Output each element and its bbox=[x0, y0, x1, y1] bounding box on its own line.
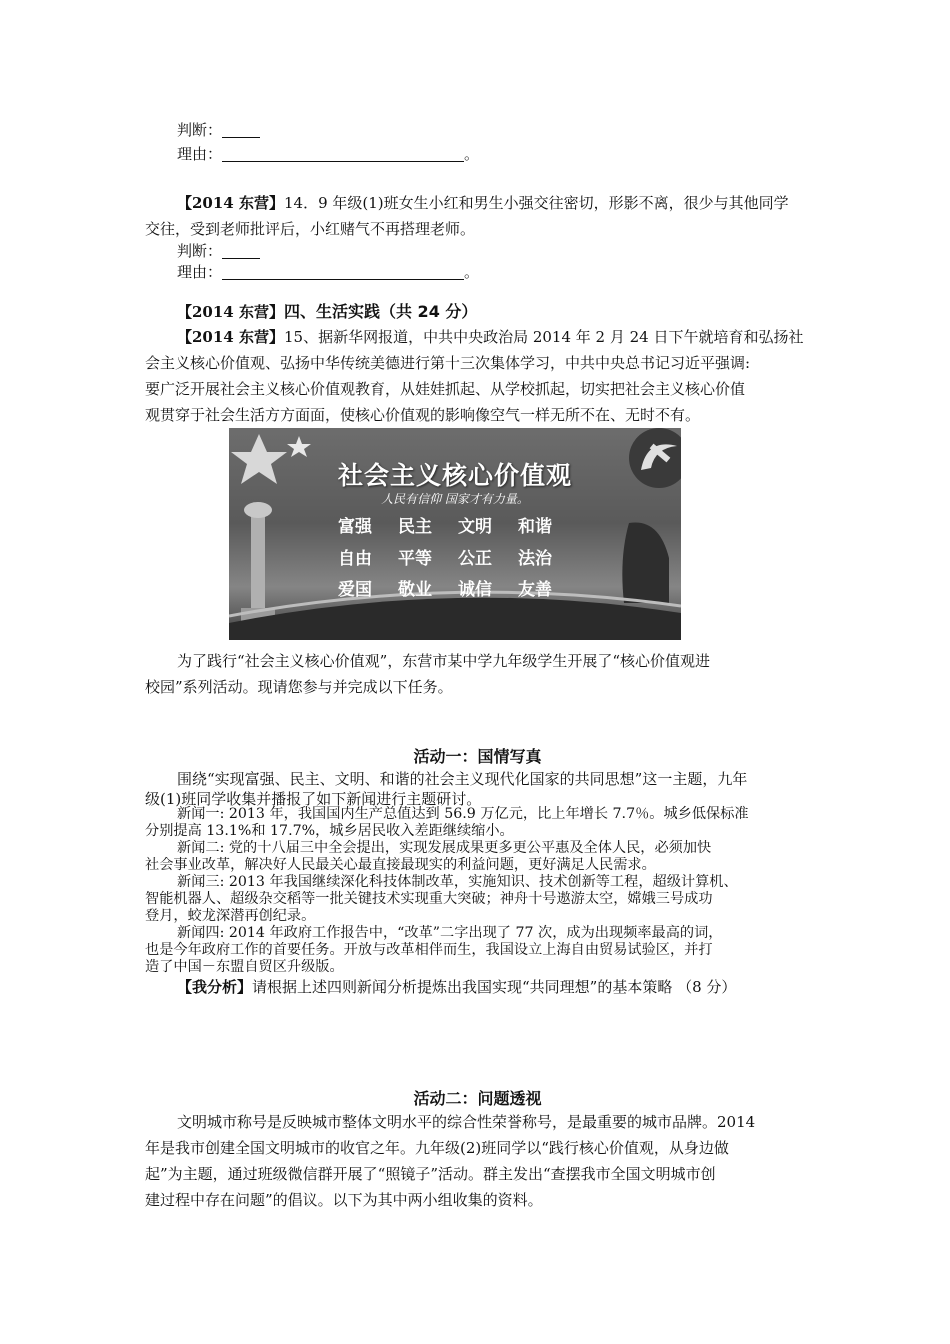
activity2-l3: 起”为主题，通过班级微信群开展了“照镜子”活动。群主发出“查摆我市全国文明城市创 bbox=[145, 1165, 716, 1183]
q15-line2: 会主义核心价值观、弘扬中华传统美德进行第十三次集体学习，中共中央总书记习近平强调: bbox=[145, 354, 751, 372]
news1-b: 分别提高 13.1%和 17.7%，城乡居民收入差距继续缩小。 bbox=[145, 823, 514, 839]
news2-b: 社会事业改革，解决好人民最关心最直接最现实的利益问题，更好满足人民需求。 bbox=[145, 857, 656, 873]
q14-reason: 理由： 。 bbox=[177, 263, 480, 281]
q15-line4: 观贯穿于社会生活方方面面，使核心价值观的影响像空气一样无所不在、无时不有。 bbox=[145, 406, 701, 424]
q13-reason: 理由： 。 bbox=[177, 145, 480, 163]
banner-subtitle: 人民有信仰 国家才有力量。 bbox=[381, 492, 529, 506]
banner-row: 富强 民主 文明 和谐 bbox=[338, 517, 552, 537]
stone-lion bbox=[622, 522, 669, 603]
news4-c: 造了中国－东盟自贸区升级版。 bbox=[145, 959, 344, 975]
q14-line2: 交往，受到老师批评后，小红赌气不再搭理老师。 bbox=[145, 220, 476, 238]
activity2-l4: 建过程中存在问题”的倡议。以下为其中两小组收集的资料。 bbox=[145, 1191, 543, 1209]
activity2-l2: 年是我市创建全国文明城市的收官之年。九年级(2)班同学以“践行核心价值观，从身边做 bbox=[145, 1139, 729, 1157]
judge-blank[interactable] bbox=[222, 240, 260, 259]
news2-a: 新闻二: 党的十八届三中全会提出，实现发展成果更多更公平惠及全体人民，必须加快 bbox=[177, 840, 712, 856]
banner-row: 爱国 敬业 诚信 友善 bbox=[338, 580, 552, 600]
q14-judge: 判断： bbox=[145, 238, 842, 264]
activity2-title: 活动二：问题透视 bbox=[413, 1089, 542, 1108]
news4-b: 也是今年政府工作的首要任务。开放与改革相伴而生，我国设立上海自由贸易试验区，并打 bbox=[145, 942, 713, 958]
news1-a: 新闻一: 2013 年，我国国内生产总值达到 56.9 万亿元，比上年增长 7.7％。城乡低保标准 bbox=[177, 806, 749, 822]
reason-blank[interactable] bbox=[222, 143, 464, 162]
activity1-title: 活动一：国情写真 bbox=[413, 747, 542, 766]
q13-judge: 判断： bbox=[145, 117, 842, 143]
news4-a: 新闻四: 2014 年政府工作报告中，“改革”二字出现了 77 次，成为出现频率最高的词， bbox=[177, 925, 723, 941]
news3-a: 新闻三: 2013 年我国继续深化科技体制改革，实施知识、技术创新等工程，超级计算机、 bbox=[177, 874, 738, 890]
intro-line2: 校园”系列活动。现请您参与并完成以下任务。 bbox=[145, 678, 453, 696]
analysis-prompt: 【我分析】请根据上述四则新闻分析提炼出我国实现“共同理想”的基本策略 （8 分） bbox=[177, 978, 737, 996]
q15-line3: 要广泛开展社会主义核心价值观教育，从娃娃抓起、从学校抓起，切实把社会主义核心价值 bbox=[145, 380, 746, 398]
judge-blank[interactable] bbox=[222, 119, 260, 138]
banner-title: 社会主义核心价值观 bbox=[337, 461, 572, 490]
q14-line1: 【2014 东营】14．9 年级(1)班女生小红和男生小强交往密切，形影不离，很少与其他同学 bbox=[177, 194, 789, 212]
intro-line1: 为了践行“社会主义核心价值观”，东营市某中学九年级学生开展了“核心价值观进 bbox=[177, 652, 711, 670]
activity1-p1: 围绕“实现富强、民主、文明、和谐的社会主义现代化国家的共同思想”这一主题，九年 bbox=[177, 770, 748, 788]
q15-line1: 【2014 东营】15、据新华网报道，中共中央政治局 2014 年 2 月 24 日下午就培育和弘扬社 bbox=[177, 328, 804, 346]
section-title: 【2014 东营】四、生活实践（共 24 分） bbox=[177, 302, 478, 321]
news3-b: 智能机器人、超级杂交稻等一批关键技术实现重大突破；神舟十号遨游太空，嫦娥三号成功 bbox=[145, 891, 713, 907]
news3-c: 登月，蛟龙深潜再创纪录。 bbox=[145, 908, 316, 924]
banner-row: 自由 平等 公正 法治 bbox=[338, 549, 552, 569]
activity2-l1: 文明城市称号是反映城市整体文明水平的综合性荣誉称号，是最重要的城市品牌。2014 bbox=[177, 1113, 756, 1131]
reason-blank[interactable] bbox=[222, 261, 464, 280]
activity1-p2: 级(1)班同学收集并播报了如下新闻进行主题研讨。 bbox=[145, 790, 482, 808]
huabiao-pillar bbox=[251, 508, 265, 618]
star-icon bbox=[287, 436, 311, 457]
core-values-banner bbox=[229, 428, 681, 640]
